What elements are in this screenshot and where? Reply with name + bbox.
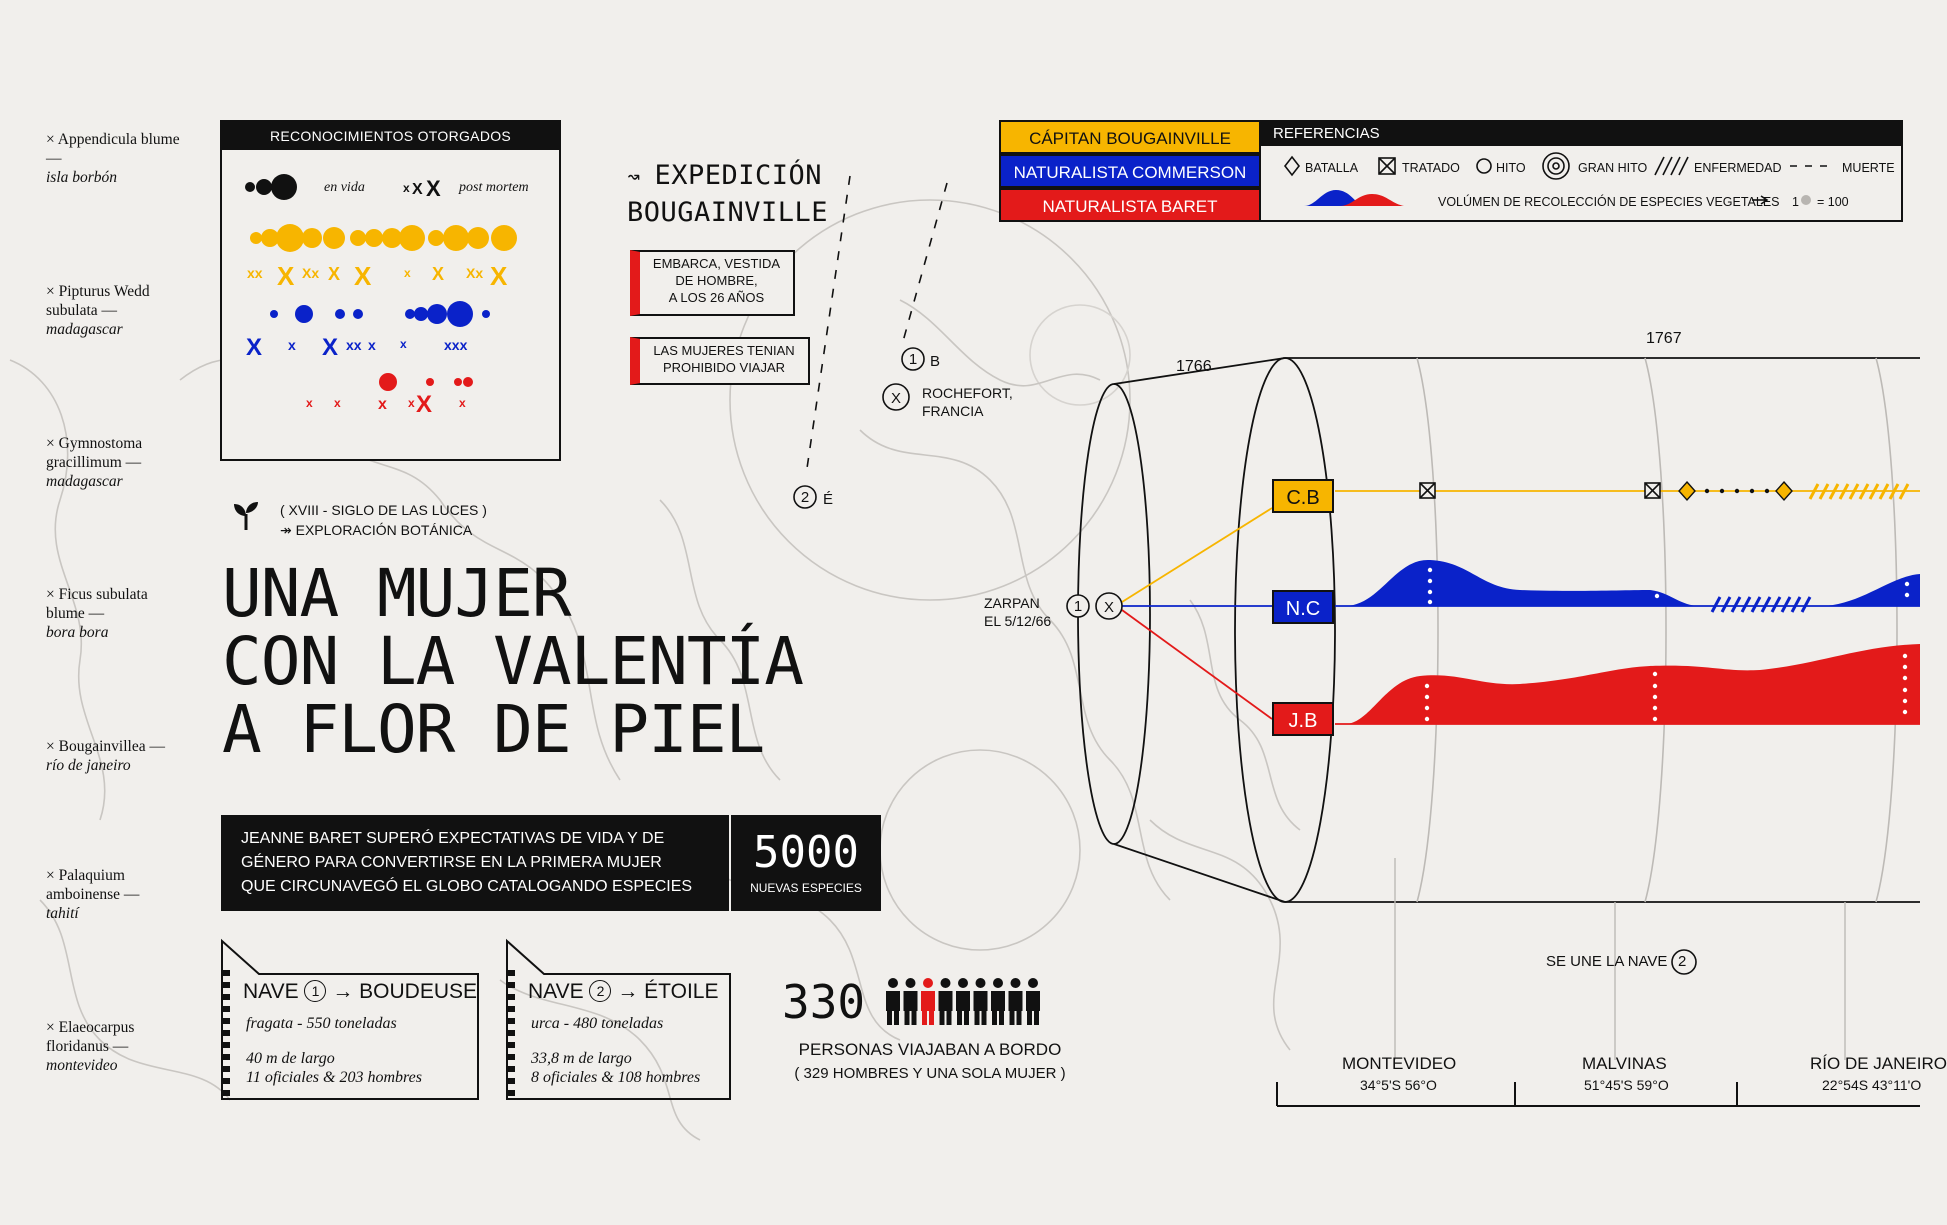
ref-illness: ENFERMEDAD [1694,161,1782,175]
note-line: PROHIBIDO VIAJAR [662,360,786,375]
people-line2: ( 329 HOMBRES Y UNA SOLA MUJER ) [794,1065,1066,1082]
legend-baret: NATURALISTA BARET [999,188,1261,222]
man-pictogram [939,978,953,1025]
recognitions-title: RECONOCIMIENTOS OTORGADOS [222,122,559,150]
topic-text: EXPLORACIÓN BOTÁNICA [295,522,473,538]
marker-x: X [890,390,902,407]
place-montevideo: MONTEVIDEO [1342,1054,1457,1073]
ship-length: 40 m de largo [246,1050,335,1067]
ship-num: 1 [304,980,326,1002]
place-rio: RÍO DE JANEIRO [1810,1054,1947,1073]
species-name: Gymnostoma gracillimum — [46,435,143,471]
svg-text:X: X [328,264,341,284]
people-count: 330 [782,975,866,1029]
marker-b-label: B [930,353,941,370]
depart-num: 1 [1073,598,1083,615]
arrow-icon: → [332,980,354,1003]
code-baret: J.B [1272,702,1334,736]
species-count: 5000 [753,827,859,878]
place-malvinas: MALVINAS [1582,1054,1667,1073]
summary-line: GÉNERO PARA CONVERTIRSE EN LA PRIMERA MUJER [241,854,662,871]
headline-line: A FLOR DE PIEL [222,691,765,768]
ship-card-etoile [506,940,764,1100]
alive-label: en vida [324,180,365,195]
coord-malvinas: 51°45'S 59°O [1584,1077,1669,1093]
departure-line2: EL 5/12/66 [984,613,1052,629]
ship-label: NAVE [243,980,299,1003]
francia-label: FRANCIA [922,403,984,419]
ship-num: 2 [589,980,611,1002]
svg-text:X: X [354,261,372,291]
sprout-icon [232,500,260,537]
era-text: ( XVIII - SIGLO DE LAS LUCES ) [280,502,487,518]
svg-text:X: X [490,261,508,291]
species-place: montevideo [46,1057,118,1074]
species-bullet: × [46,738,59,755]
headline-line: UNA MUJER [222,555,571,632]
departure-line1: ZARPAN [984,595,1040,611]
postmortem-label: post mortem [459,180,529,195]
species-place: río de janeiro [46,757,131,774]
note-line: DE HOMBRE, [675,273,758,288]
species-name: Appendicula blume — [46,131,180,167]
man-pictogram [1009,978,1023,1025]
volume-label: VOLÚMEN DE RECOLECCIÓN DE ESPECIES VEGETALES [1438,195,1780,209]
species-name: Ficus subulata blume — [46,586,148,622]
woman-pictogram [921,978,935,1025]
ref-battle: BATALLA [1305,161,1359,175]
species-place: isla borbón [46,169,118,186]
svg-text:X: X [432,264,445,284]
man-pictogram [886,978,900,1025]
summary-line: QUE CIRCUNAVEGÓ EL GLOBO CATALOGANDO ESPECIES [241,878,693,895]
species-name: Elaeocarpus floridanus — [46,1019,135,1055]
ship-title [528,980,718,1004]
svg-text:x: x [403,181,410,195]
note-line: LAS MUJERES TENIAN [653,343,795,358]
ship-card-boudeuse [221,940,479,1100]
species-place: madagascar [46,321,123,338]
species-bullet: × [46,867,59,884]
legend-bougainville: CÁPITAN BOUGAINVILLE [999,120,1261,154]
illness-hatch-blue [1712,597,1810,612]
species-name: Palaquium amboinense — [46,867,140,903]
ref-milestone: HITO [1496,161,1526,175]
references-title: REFERENCIAS [1261,122,1901,146]
man-pictogram [904,978,918,1025]
summary-line: JEANNE BARET SUPERÓ EXPECTATIVAS DE VIDA Y DE [241,830,665,847]
svg-text:x: x [334,396,341,410]
ship-label: NAVE [528,980,584,1003]
code-bougainville: C.B [1272,479,1334,513]
svg-text:x: x [404,266,411,280]
svg-text:X: X [246,334,263,361]
ref-death: MUERTE [1842,161,1895,175]
ship-type: fragata - 550 toneladas [246,1015,397,1032]
baret-volume-area [1335,644,1920,724]
svg-text:x: x [306,396,313,410]
species-name: Pipturus Wedd subulata — [46,283,150,319]
departure-flows [1122,508,1272,719]
man-pictogram [956,978,970,1025]
species-place: tahití [46,905,79,922]
species-bullet: × [46,435,59,452]
summary-box [221,815,729,911]
timeline-cylinder [1078,358,1920,902]
svg-text:xxx: xxx [444,337,468,353]
code-commerson: N.C [1272,590,1334,624]
ref-treaty: TRATADO [1402,161,1460,175]
svg-text:X: X [412,181,423,198]
coord-montevideo: 34°5'S 56°O [1360,1077,1437,1093]
scale-one: 1 [1792,195,1799,209]
headline [222,555,804,768]
svg-text:X: X [426,176,441,201]
svg-text:Xx: Xx [302,265,320,281]
people-pictograms [886,978,1040,1025]
svg-text:X: X [322,334,339,361]
departure-label [984,594,1051,630]
route-lines [806,176,947,475]
species-name: Bougainvillea — [58,738,165,755]
ship-crew: 8 oficiales & 108 hombres [531,1069,701,1086]
marker-e-label: É [823,491,834,508]
species-bullet: × [46,283,59,300]
species-place: bora bora [46,624,109,641]
svg-text:xx: xx [247,265,263,281]
people-line1: PERSONAS VIAJABAN A BORDO [798,1040,1062,1059]
svg-text:xx: xx [346,337,362,353]
svg-text:X: X [277,261,295,291]
era-line [280,500,487,520]
species-count-box [731,815,881,911]
species-bullet: × [46,131,58,148]
ship-title [243,980,477,1004]
marker-num-1: 1 [908,351,918,368]
note-line: A LOS 26 AÑOS [668,290,765,305]
man-pictogram [991,978,1005,1025]
ship-length: 33,8 m de largo [531,1050,632,1067]
year-1767: 1767 [1646,330,1682,347]
ship-crew: 11 oficiales & 203 hombres [246,1069,422,1086]
man-pictogram [974,978,988,1025]
era-block [280,500,487,540]
year-1766: 1766 [1176,358,1212,375]
depart-x: X [1103,599,1115,616]
svg-text:x: x [408,396,415,410]
ship-name: BOUDEUSE [359,980,478,1003]
svg-text:X: X [416,391,433,418]
scale-hundred: = 100 [1817,195,1849,209]
note-line: EMBARCA, VESTIDA [652,256,781,271]
svg-text:x: x [400,337,407,351]
species-bullet: × [46,586,59,603]
arrow-icon: → [617,980,639,1003]
species-bullet: × [46,1019,59,1036]
join-text: SE UNE LA NAVE [1546,953,1668,970]
svg-text:Xx: Xx [466,265,484,281]
svg-text:x: x [288,337,296,353]
ship-type: urca - 480 toneladas [531,1015,664,1032]
arrow-icon: ↝ [627,165,655,190]
species-count-label: NUEVAS ESPECIES [750,881,862,895]
commerson-volume-area [1335,560,1920,606]
topic-line [280,520,487,540]
ship-name: ÉTOILE [644,980,719,1003]
legend-commerson: NATURALISTA COMMERSON [999,154,1261,188]
expedition-title-text: EXPEDICIÓN [654,160,823,191]
ref-big-milestone: GRAN HITO [1578,161,1648,175]
references-panel [1259,120,1903,222]
svg-text:x: x [378,396,387,413]
svg-text:x: x [459,396,466,410]
join-num: 2 [1678,953,1687,970]
timeline-segment-lines [1417,358,1897,902]
man-pictogram [1026,978,1040,1025]
species-place: madagascar [46,473,123,490]
rochefort-label: ROCHEFORT, [922,385,1013,401]
svg-text:x: x [368,337,376,353]
expedition-title-line2: BOUGAINVILLE [627,197,829,228]
coord-rio: 22°54S 43°11'O [1822,1077,1922,1093]
headline-line: CON LA VALENTÍA [222,623,804,700]
marker-num-2: 2 [800,489,810,506]
double-arrow-icon: ↠ [280,522,296,538]
